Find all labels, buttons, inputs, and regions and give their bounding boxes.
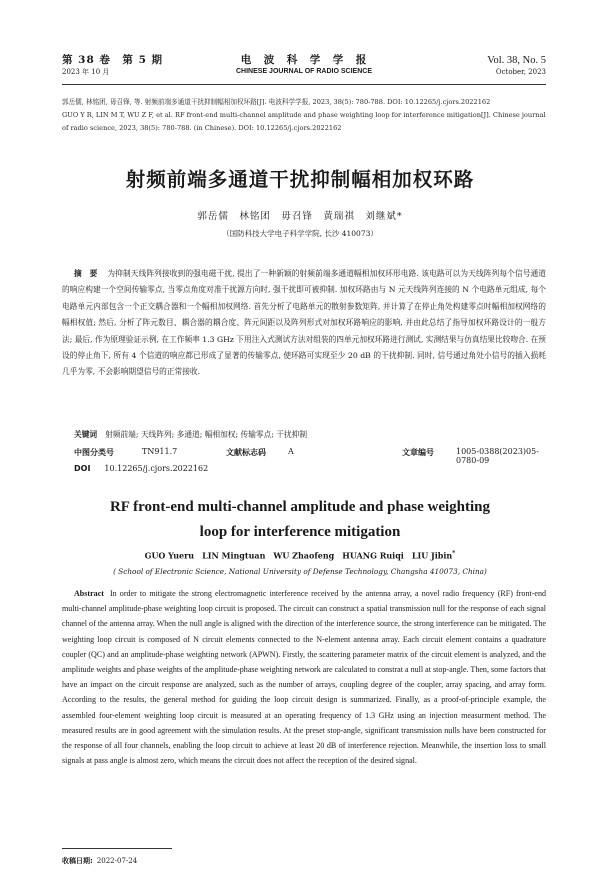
title-en-line1: RF front-end multi-channel amplitude and phase weighting [109, 499, 491, 515]
footnote-divider [62, 848, 172, 849]
keywords-cn-text: 射频前端; 天线阵列; 多通道; 幅相加权; 传输零点; 干扰抑制 [105, 430, 308, 439]
doc-code-value: A [288, 447, 294, 456]
citation-en: GUO Y R, LIN M T, WU Z F, et al. RF front-end multi-channel amplitude and phase weighting loop for interference mitigation[J]. Chinese journal of radio science, 2023, 38(5): 780-788. (in Chinese). DOI: 10.12265/j.cjors.2022162 [62, 111, 546, 132]
abstract-cn-label: 摘 要 [74, 269, 98, 278]
abstract-cn-text: 为抑制天线阵列接收到的强电磁干扰, 提出了一种新颖的射频前端多通道幅相加权环形电路. 该电路可以为天线阵列每个信号通道的响应构建一个空间传输零点, 当零点角度对准干扰源方向时, 强干扰即可被抑制. 加权环路由与 N 元天线阵列连接的 N 个电路单元组成, 每个电路单元内部包含一个正交耦合器和一个幅相加权网络. 首先分析了电路单元的散射参数矩阵, 并计算了在停止角处构建零点时幅相加权网络的幅相权值; 然后, 分析了阵元数目、耦合器的耦合度、阵元间距以及阵列形式对加权环路响应的影响, 并由此总结了指导加权环路设计的一般方法; 最后, 作为原理验证示例, 在工作频率 1.3 GHz 下用注入式测试方法对组装的四单元加权环路进行测试, 实测结果与仿真结果比较吻合. 在预设的停止角下, 所有 4 个信道的响应都已形成了显著的传输零点, 使环路可实现至少 20 dB 的干扰抑制. 同时, 信号通过角处小信号的插入损耗几乎为零, 不会影响期望信号的正常接收. [62, 269, 546, 377]
journal-header [62, 54, 546, 82]
classification-row [74, 447, 546, 465]
citation-block [62, 96, 546, 135]
header-volume-en [487, 54, 546, 77]
title-en [0, 495, 600, 545]
abstract-cn [62, 266, 546, 381]
clc-label: 中图分类号 [74, 448, 114, 457]
affiliation-en: ( School of Electronic Science, National University of Defense Technology, Changsha 410073, China) [113, 567, 487, 576]
received-date [62, 856, 137, 866]
article-number-label: 文章编号 [402, 448, 434, 457]
doi-row [74, 464, 208, 473]
title-en-line2: loop for interference mitigation [199, 524, 401, 540]
affiliation-cn: （国防科技大学电子科学学院, 长沙 410073） [222, 229, 378, 238]
clc-value: TN911.7 [142, 447, 178, 456]
keywords-cn [74, 429, 546, 440]
corresponding-author-mark: * [452, 550, 456, 557]
doi-label: DOI [74, 464, 91, 473]
received-label: 收稿日期: [62, 857, 93, 865]
header-divider [62, 84, 546, 85]
journal-name-en: CHINESE JOURNAL OF RADIO SCIENCE [236, 68, 372, 75]
abstract-en [62, 586, 546, 768]
abstract-en-text: In order to mitigate the strong electromagnetic interference received by the antenna array, a novel radio frequency (RF) front-end multi-channel amplitude-phase weighting loop circuit is proposed. The circuit can construct a spatial transmission null for the response of each signal channel of the antenna array. When the null angle is aligned with the direction of the interference source, the strong interference can be mitigated. The weighting loop circuit is composed of N circuit elements connected to the N-element antenna array. Each circuit element contains a quadrature coupler (QC) and an amplitude-phase weighting network (APWN). Firstly, the scattering parameter matrix of the circuit element is analyzed, and the amplitude weights and phase weights of the amplitude-phase weighting network are calculated to constrat a null at stop-angle. Then, some factors that have an impact on the circuit response are analyzed, such as the number of arrays, coupling degree of the coupler, array spacing, and array form. According to the results, the general method for guiding the loop circuit design is summarized. Finally, as a proof-of-principle example, the assembled four-element weighting loop circuit is measured at an operating frequency of 1.3 GHz using an injection measurment method. The measured results are in good agreement with the simulation results. At the preset stop-angle, significant transmission nulls have been constructed for the response of all four channels, enabling the loop circuit to achieve at least 20 dB of interference rejection. Meanwhile, the insertion loss to small signals at pass angle is almost zero, which means the circuit does not affect the reception of the desired signal. [62, 589, 546, 766]
authors-cn: 郭岳儒 林铭团 毋召锋 黄瑞祺 刘继斌* [197, 211, 403, 222]
date-en: October, 2023 [495, 68, 546, 76]
abstract-en-label: Abstract [74, 589, 104, 598]
doi-value: 10.12265/j.cjors.2022162 [104, 464, 209, 473]
volume-cn: 第 38 卷 第 5 期 [62, 54, 164, 66]
received-value: 2022-07-24 [96, 857, 138, 865]
header-journal-name [62, 54, 546, 77]
keywords-cn-label: 关键词 [74, 430, 98, 439]
citation-cn: 郭岳儒, 林铭团, 毋召锋, 等. 射频前端多通道干扰抑制幅相加权环路[J]. 电波科学学报, 2023, 38(5): 780-788. DOI: 10.12265/j.cjors.2022162 [62, 98, 491, 106]
authors-en-names: GUO Yueru LIN Mingtuan WU Zhaofeng HUANG Ruiqi LIU Jibin [144, 550, 453, 561]
article-number-value: 1005-0388(2023)05-0780-09 [456, 447, 539, 465]
volume-en: Vol. 38, No. 5 [487, 55, 546, 66]
authors-en [0, 550, 600, 562]
title-cn: 射频前端多通道干扰抑制幅相加权环路 [125, 168, 475, 191]
doc-code-label: 文献标志码 [226, 448, 266, 457]
date-cn: 2023 年 10 月 [62, 68, 110, 76]
journal-name-cn: 电 波 科 学 学 报 [240, 54, 368, 66]
